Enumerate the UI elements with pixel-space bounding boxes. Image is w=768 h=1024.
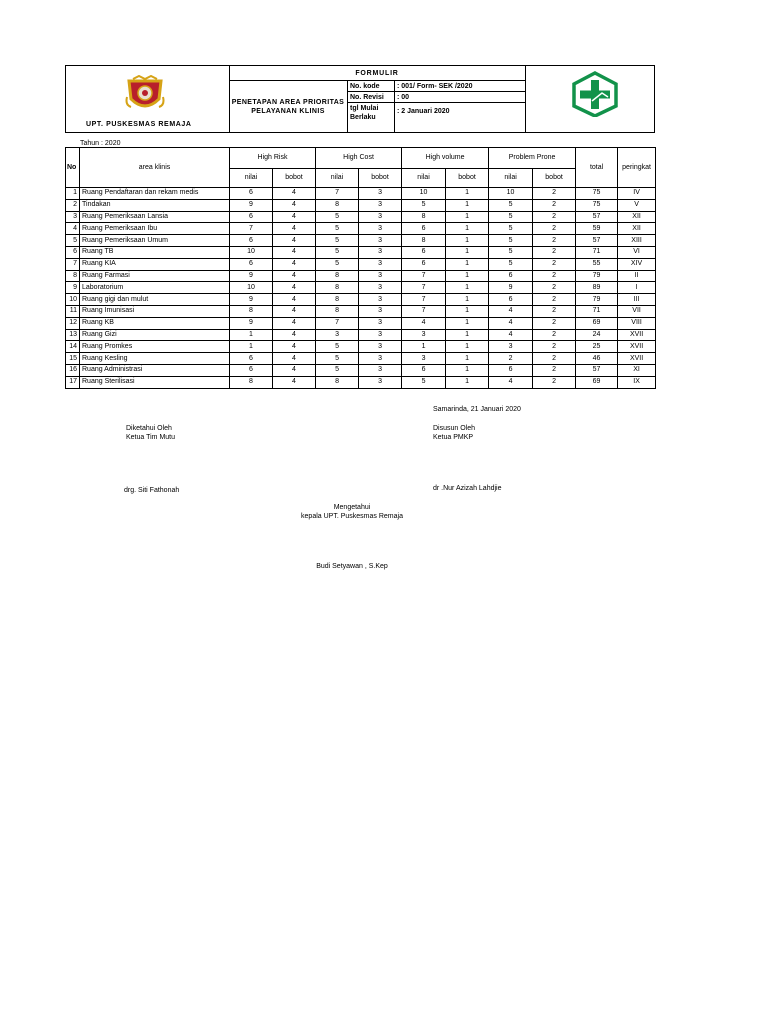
cell-pp-b: 2 <box>533 270 576 282</box>
table-row <box>66 199 656 211</box>
cell-total: 71 <box>576 246 618 258</box>
cell-pp-b: 2 <box>533 199 576 211</box>
cell-no: 14 <box>66 341 80 353</box>
cell-hv-b: 1 <box>446 305 489 317</box>
cell-hv-n: 6 <box>402 246 446 258</box>
cell-hr-n: 6 <box>230 353 273 365</box>
form-title: FORMULIR <box>355 70 399 77</box>
cell-hr-n: 9 <box>230 270 273 282</box>
cell-pp-b: 2 <box>533 329 576 341</box>
cell-hc-b: 3 <box>359 223 402 235</box>
cell-hv-b: 1 <box>446 341 489 353</box>
table-row <box>66 246 656 258</box>
cell-hc-n: 8 <box>316 282 359 294</box>
cell-hr-b: 4 <box>273 317 316 329</box>
cell-hr-b: 4 <box>273 246 316 258</box>
cell-hc-b: 3 <box>359 199 402 211</box>
cell-hc-b: 3 <box>359 376 402 388</box>
left-sign-label1: Diketahui Oleh <box>126 425 172 432</box>
cell-pp-n: 4 <box>489 376 533 388</box>
cell-pp-n: 4 <box>489 329 533 341</box>
cell-hr-b: 4 <box>273 199 316 211</box>
col-header-rank: peringkat <box>618 148 656 188</box>
cell-pp-b: 2 <box>533 223 576 235</box>
cell-hv-n: 6 <box>402 364 446 376</box>
cell-pp-b: 2 <box>533 341 576 353</box>
cell-pp-n: 2 <box>489 353 533 365</box>
cell-pp-b: 2 <box>533 282 576 294</box>
cell-total: 25 <box>576 341 618 353</box>
cell-hv-b: 1 <box>446 294 489 306</box>
table-body <box>66 188 656 389</box>
cell-hr-b: 4 <box>273 329 316 341</box>
cell-no: 15 <box>66 353 80 365</box>
cell-hc-n: 8 <box>316 270 359 282</box>
cell-hr-b: 4 <box>273 364 316 376</box>
cell-rank: XII <box>618 211 656 223</box>
cell-hr-b: 4 <box>273 270 316 282</box>
table-row <box>66 341 656 353</box>
cell-pp-n: 4 <box>489 305 533 317</box>
cell-hv-n: 8 <box>402 211 446 223</box>
table-row <box>66 258 656 270</box>
cell-hr-b: 4 <box>273 282 316 294</box>
cell-pp-n: 5 <box>489 223 533 235</box>
cell-pp-b: 2 <box>533 353 576 365</box>
cell-hc-n: 8 <box>316 294 359 306</box>
cell-pp-n: 5 <box>489 211 533 223</box>
cell-hc-b: 3 <box>359 364 402 376</box>
cell-area: Ruang Gizi <box>80 329 230 341</box>
col-header-high-risk: High Risk <box>230 148 316 169</box>
cell-total: 57 <box>576 235 618 247</box>
cell-pp-n: 5 <box>489 246 533 258</box>
cell-area: Ruang TB <box>80 246 230 258</box>
cell-hc-n: 8 <box>316 376 359 388</box>
cell-pp-b: 2 <box>533 376 576 388</box>
col-header-area: area klinis <box>80 148 230 188</box>
cell-hc-n: 8 <box>316 199 359 211</box>
cell-hc-b: 3 <box>359 235 402 247</box>
form-header <box>65 65 655 133</box>
cell-total: 57 <box>576 211 618 223</box>
cell-hv-b: 1 <box>446 258 489 270</box>
cell-rank: XVII <box>618 341 656 353</box>
col-header-total: total <box>576 148 618 188</box>
cell-hr-n: 6 <box>230 364 273 376</box>
cell-hr-n: 6 <box>230 258 273 270</box>
cell-hc-b: 3 <box>359 329 402 341</box>
cell-rank: III <box>618 294 656 306</box>
cell-hv-b: 1 <box>446 270 489 282</box>
field-label-revisi: No. Revisi <box>350 94 384 101</box>
table-row <box>66 305 656 317</box>
puskesmas-crest-logo <box>125 75 165 113</box>
cell-total: 89 <box>576 282 618 294</box>
cell-hv-n: 8 <box>402 235 446 247</box>
cell-hv-b: 1 <box>446 199 489 211</box>
cell-pp-n: 4 <box>489 317 533 329</box>
field-label-kode: No. kode <box>350 83 380 90</box>
cell-rank: VIII <box>618 317 656 329</box>
cell-hv-n: 7 <box>402 305 446 317</box>
cell-area: Ruang Kesling <box>80 353 230 365</box>
cell-rank: II <box>618 270 656 282</box>
cell-hr-n: 8 <box>230 376 273 388</box>
cell-area: Ruang KIA <box>80 258 230 270</box>
cell-hr-n: 9 <box>230 317 273 329</box>
cell-hc-n: 8 <box>316 305 359 317</box>
cell-hv-n: 3 <box>402 329 446 341</box>
cell-hr-b: 4 <box>273 305 316 317</box>
cell-hv-n: 6 <box>402 258 446 270</box>
cell-pp-n: 6 <box>489 270 533 282</box>
cell-hv-b: 1 <box>446 329 489 341</box>
subheader-bobot: bobot <box>359 169 402 188</box>
cell-hc-n: 5 <box>316 258 359 270</box>
cell-area: Ruang KB <box>80 317 230 329</box>
cell-total: 75 <box>576 188 618 200</box>
table-row <box>66 188 656 200</box>
table-row <box>66 294 656 306</box>
cell-hv-b: 1 <box>446 353 489 365</box>
cell-hr-b: 4 <box>273 188 316 200</box>
cell-hr-b: 4 <box>273 353 316 365</box>
cell-no: 9 <box>66 282 80 294</box>
doc-title-line2: PELAYANAN KLINIS <box>251 108 325 115</box>
cell-hr-b: 4 <box>273 376 316 388</box>
table-row <box>66 353 656 365</box>
cell-pp-b: 2 <box>533 211 576 223</box>
table-row <box>66 270 656 282</box>
cell-hc-n: 3 <box>316 329 359 341</box>
cell-pp-n: 5 <box>489 235 533 247</box>
cell-no: 4 <box>66 223 80 235</box>
cell-pp-n: 5 <box>489 199 533 211</box>
cell-hc-b: 3 <box>359 246 402 258</box>
cell-total: 24 <box>576 329 618 341</box>
cell-hc-n: 5 <box>316 211 359 223</box>
cell-total: 57 <box>576 364 618 376</box>
cell-total: 79 <box>576 270 618 282</box>
cell-hv-n: 3 <box>402 353 446 365</box>
table-row <box>66 329 656 341</box>
cell-rank: XVII <box>618 329 656 341</box>
cell-no: 1 <box>66 188 80 200</box>
cell-hv-n: 4 <box>402 317 446 329</box>
cell-hc-b: 3 <box>359 270 402 282</box>
cell-hr-n: 10 <box>230 246 273 258</box>
cell-no: 16 <box>66 364 80 376</box>
cell-hc-n: 5 <box>316 364 359 376</box>
cell-no: 5 <box>66 235 80 247</box>
place-date: Samarinda, 21 Januari 2020 <box>433 406 521 413</box>
cell-hc-n: 5 <box>316 341 359 353</box>
cell-no: 8 <box>66 270 80 282</box>
cell-no: 12 <box>66 317 80 329</box>
right-sign-label2: Ketua PMKP <box>433 434 474 441</box>
cell-hv-b: 1 <box>446 235 489 247</box>
cell-hv-n: 10 <box>402 188 446 200</box>
cell-hr-b: 4 <box>273 258 316 270</box>
cell-area: Ruang Farmasi <box>80 270 230 282</box>
cell-pp-b: 2 <box>533 364 576 376</box>
cell-hr-n: 1 <box>230 341 273 353</box>
table-row <box>66 235 656 247</box>
cell-pp-b: 2 <box>533 258 576 270</box>
center-sign-name: Budi Setyawan , S.Kep <box>316 563 388 570</box>
cell-rank: VI <box>618 246 656 258</box>
cell-total: 46 <box>576 353 618 365</box>
cell-hc-b: 3 <box>359 341 402 353</box>
cell-pp-n: 6 <box>489 364 533 376</box>
cell-pp-n: 5 <box>489 258 533 270</box>
cell-total: 75 <box>576 199 618 211</box>
cell-hv-n: 1 <box>402 341 446 353</box>
cell-hv-b: 1 <box>446 376 489 388</box>
field-value-tgl: : 2 Januari 2020 <box>397 108 450 115</box>
cell-hc-n: 7 <box>316 188 359 200</box>
cell-pp-b: 2 <box>533 246 576 258</box>
col-header-high-cost: High Cost <box>316 148 402 169</box>
cell-no: 13 <box>66 329 80 341</box>
col-header-problem-prone: Problem Prone <box>489 148 576 169</box>
doc-title <box>229 98 347 116</box>
table-row <box>66 317 656 329</box>
cell-total: 79 <box>576 294 618 306</box>
cell-rank: XI <box>618 364 656 376</box>
cell-area: Tindakan <box>80 199 230 211</box>
cell-hc-n: 5 <box>316 235 359 247</box>
cell-pp-b: 2 <box>533 188 576 200</box>
cell-hc-b: 3 <box>359 258 402 270</box>
left-sign-name: drg. Siti Fathonah <box>124 487 180 494</box>
subheader-bobot: bobot <box>273 169 316 188</box>
subheader-bobot: bobot <box>533 169 576 188</box>
cell-hr-n: 1 <box>230 329 273 341</box>
table-row <box>66 364 656 376</box>
cell-rank: IX <box>618 376 656 388</box>
cell-hr-b: 4 <box>273 294 316 306</box>
cell-hv-b: 1 <box>446 364 489 376</box>
cell-no: 11 <box>66 305 80 317</box>
right-sign-label1: Disusun Oleh <box>433 425 476 432</box>
cell-hv-n: 6 <box>402 223 446 235</box>
cell-area: Ruang Administrasi <box>80 364 230 376</box>
cell-hc-b: 3 <box>359 353 402 365</box>
cell-hv-n: 7 <box>402 294 446 306</box>
cell-total: 55 <box>576 258 618 270</box>
col-header-no: No <box>66 148 80 188</box>
cell-hc-n: 5 <box>316 353 359 365</box>
cell-hc-n: 7 <box>316 317 359 329</box>
cell-rank: XVII <box>618 353 656 365</box>
cell-rank: XIV <box>618 258 656 270</box>
cell-hc-n: 5 <box>316 223 359 235</box>
cell-pp-n: 6 <box>489 294 533 306</box>
field-value-revisi: : 00 <box>397 94 410 101</box>
org-name: UPT. PUSKESMAS REMAJA <box>86 121 192 128</box>
cell-no: 17 <box>66 376 80 388</box>
cell-pp-b: 2 <box>533 305 576 317</box>
subheader-nilai: nilai <box>316 169 359 188</box>
cell-area: Ruang Promkes <box>80 341 230 353</box>
cell-area: Laboratorium <box>80 282 230 294</box>
subheader-nilai: nilai <box>402 169 446 188</box>
priority-table <box>65 147 656 389</box>
cell-pp-n: 10 <box>489 188 533 200</box>
cell-hr-n: 10 <box>230 282 273 294</box>
cell-hr-n: 9 <box>230 294 273 306</box>
cell-area: Ruang gigi dan mulut <box>80 294 230 306</box>
cell-hc-n: 5 <box>316 246 359 258</box>
cell-hr-b: 4 <box>273 235 316 247</box>
cell-area: Ruang Sterilisasi <box>80 376 230 388</box>
cell-total: 59 <box>576 223 618 235</box>
cell-hv-b: 1 <box>446 211 489 223</box>
cell-total: 71 <box>576 305 618 317</box>
cell-no: 2 <box>66 199 80 211</box>
cell-hc-b: 3 <box>359 188 402 200</box>
subheader-bobot: bobot <box>446 169 489 188</box>
cell-rank: V <box>618 199 656 211</box>
cell-hr-n: 6 <box>230 188 273 200</box>
col-header-high-volume: High volume <box>402 148 489 169</box>
right-sign-name: dr .Nur Azizah Lahdjie <box>433 485 502 492</box>
cell-area: Ruang Imunisasi <box>80 305 230 317</box>
cell-hc-b: 3 <box>359 294 402 306</box>
cell-area: Ruang Pendaftaran dan rekam medis <box>80 188 230 200</box>
cell-hr-n: 6 <box>230 211 273 223</box>
cell-hv-b: 1 <box>446 188 489 200</box>
cell-area: Ruang Pemeriksaan Lansia <box>80 211 230 223</box>
cell-hv-b: 1 <box>446 282 489 294</box>
cell-hv-n: 5 <box>402 376 446 388</box>
cell-hc-b: 3 <box>359 211 402 223</box>
cell-rank: IV <box>618 188 656 200</box>
cell-rank: I <box>618 282 656 294</box>
table-row <box>66 223 656 235</box>
cell-hv-n: 7 <box>402 282 446 294</box>
health-cross-logo <box>570 71 620 117</box>
subheader-nilai: nilai <box>489 169 533 188</box>
field-label-tgl: tgl Mulai Berlaku <box>350 105 379 121</box>
cell-hr-n: 7 <box>230 223 273 235</box>
cell-area: Ruang Pemeriksaan Ibu <box>80 223 230 235</box>
cell-pp-b: 2 <box>533 235 576 247</box>
cell-hr-n: 6 <box>230 235 273 247</box>
cell-pp-b: 2 <box>533 294 576 306</box>
cell-rank: VII <box>618 305 656 317</box>
cell-hc-b: 3 <box>359 317 402 329</box>
cell-total: 69 <box>576 376 618 388</box>
subheader-nilai: nilai <box>230 169 273 188</box>
table-row <box>66 282 656 294</box>
cell-hv-n: 5 <box>402 199 446 211</box>
cell-hv-b: 1 <box>446 246 489 258</box>
field-value-kode: : 001/ Form- SEK /2020 <box>397 83 473 90</box>
cell-hr-b: 4 <box>273 211 316 223</box>
cell-hv-n: 7 <box>402 270 446 282</box>
cell-pp-b: 2 <box>533 317 576 329</box>
cell-hr-b: 4 <box>273 223 316 235</box>
cell-total: 69 <box>576 317 618 329</box>
cell-hc-b: 3 <box>359 305 402 317</box>
cell-pp-n: 9 <box>489 282 533 294</box>
cell-pp-n: 3 <box>489 341 533 353</box>
center-sign-label2: kepala UPT. Puskesmas Remaja <box>301 513 403 520</box>
left-sign-label2: Ketua Tim Mutu <box>126 434 176 441</box>
cell-no: 7 <box>66 258 80 270</box>
cell-hr-n: 8 <box>230 305 273 317</box>
cell-rank: XII <box>618 223 656 235</box>
cell-hr-n: 9 <box>230 199 273 211</box>
cell-hr-b: 4 <box>273 341 316 353</box>
table-row <box>66 211 656 223</box>
cell-hv-b: 1 <box>446 223 489 235</box>
table-row <box>66 376 656 388</box>
cell-rank: XIII <box>618 235 656 247</box>
cell-hv-b: 1 <box>446 317 489 329</box>
cell-area: Ruang Pemeriksaan Umum <box>80 235 230 247</box>
center-sign-label1: Mengetahui <box>333 504 371 511</box>
cell-hc-b: 3 <box>359 282 402 294</box>
cell-no: 10 <box>66 294 80 306</box>
year-label: Tahun : 2020 <box>80 140 121 147</box>
cell-no: 3 <box>66 211 80 223</box>
cell-no: 6 <box>66 246 80 258</box>
doc-title-line1: PENETAPAN AREA PRIORITAS <box>231 99 345 106</box>
